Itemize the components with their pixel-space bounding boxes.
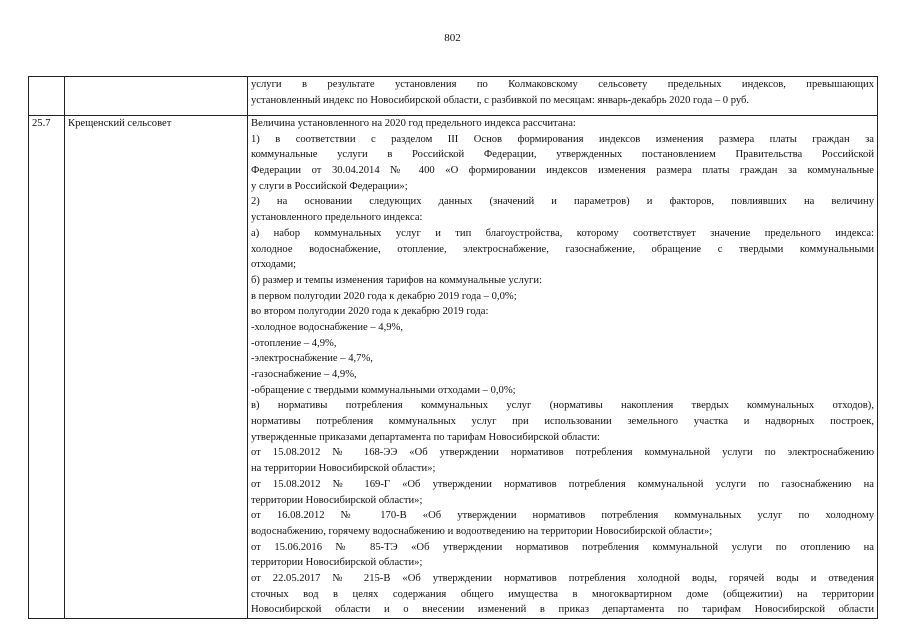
text-line: -электроснабжение – 4,7%,: [251, 353, 373, 365]
text-line: Федерации от 30.04.2014 № 400 «О формировании индексов изменения размера платы граждан за коммунальные: [251, 165, 874, 177]
table-row: [29, 116, 878, 619]
text-line: утвержденные приказами департамента по тарифам Новосибирской области:: [251, 431, 600, 443]
text-line: территории Новосибирской области»;: [251, 557, 423, 569]
municipality-name-cell: Крещенский сельсовет: [65, 116, 248, 619]
description-text: [251, 116, 874, 618]
text-line: от 16.08.2012 № 170-В «Об утверждении нормативов потребления коммунальных услуг по холодному: [251, 510, 874, 522]
text-line: у слуги в Российской Федерации»;: [251, 180, 408, 192]
text-line: от 15.08.2012 № 169-Г «Об утверждении нормативов потребления коммунальной услуги по газоснабжению на: [251, 478, 874, 490]
page-number: 802: [444, 32, 461, 44]
text-line: б) размер и темпы изменения тарифов на коммунальные услуги:: [251, 274, 543, 286]
text-line: -обращение с твердыми коммунальными отходами – 0,0%;: [251, 384, 516, 396]
text-line: 1) в соответствии с разделом III Основ формирования индексов изменения размера платы граждан за: [251, 133, 874, 145]
text-line: услуги в результате установления по Колмаковскому сельсовету предельных индексов, превышающих: [251, 79, 874, 90]
description-cell: [248, 116, 878, 619]
text-line: от 15.08.2012 № 168-ЭЭ «Об утверждении нормативов потребления коммунальной услуги по электроснабжению: [251, 447, 874, 459]
text-line: территории Новосибирской области»;: [251, 494, 423, 506]
text-line: нормативы потребления коммунальных услуг при использовании земельного участка и надворных построек,: [251, 416, 874, 428]
text-line: сточных вод в целях содержания общего имущества в многоквартирном доме (общежитии) на территории: [251, 588, 874, 600]
text-line: во втором полугодии 2020 года к декабрю 2019 года:: [251, 306, 489, 318]
text-line: коммунальные услуги в Российской Федерации, утвержденных постановлением Правительства Российской: [251, 149, 874, 161]
text-line: установленного предельного индекса:: [251, 212, 423, 224]
table-row: [29, 77, 878, 116]
text-line: водоснабжению, горячему водоснабжению и водоотведению на территории Новосибирской области»;: [251, 525, 713, 537]
text-line: а) набор коммунальных услуг и тип благоустройства, которому соответствует значение предельного индекса:: [251, 227, 874, 239]
document-table: [28, 76, 878, 619]
text-line: в первом полугодии 2020 года к декабрю 2019 года – 0,0%;: [251, 290, 517, 302]
text-line: от 22.05.2017 № 215-В «Об утверждении нормативов потребления холодной воды, горячей воды и отведения: [251, 572, 874, 584]
description-text: [251, 77, 874, 115]
text-line: в) нормативы потребления коммунальных услуг (нормативы накопления твердых коммунальных отходов),: [251, 400, 874, 412]
row-number-cell: [29, 77, 65, 116]
text-line: Величина установленного на 2020 год предельного индекса рассчитана:: [251, 118, 576, 129]
text-line: отходами;: [251, 259, 297, 271]
text-line: -отопление – 4,9%,: [251, 337, 337, 349]
text-line: на территории Новосибирской области»;: [251, 463, 436, 475]
municipality-name-cell: [65, 77, 248, 116]
text-line: -холодное водоснабжение – 4,9%,: [251, 321, 403, 333]
text-line: от 15.06.2016 № 85-ТЭ «Об утверждении нормативов потребления коммунальной услуги по отоплению на: [251, 541, 874, 553]
text-line: -газоснабжение – 4,9%,: [251, 369, 357, 380]
text-line: установленный индекс по Новосибирской области, с разбивкой по месяцам: январь-декабрь 2020 года – 0 руб.: [251, 94, 750, 106]
text-line: Новосибирской области и о внесении изменений в приказ департамента по тарифам Новосибирской области: [251, 604, 874, 616]
text-line: 2) на основании следующих данных (значений и параметров) и факторов, повлиявших на величину: [251, 196, 874, 208]
row-number-cell: 25.7: [29, 116, 65, 619]
description-cell: [248, 77, 878, 116]
text-line: холодное водоснабжение, отопление, электроснабжение, газоснабжение, обращение с твердыми коммунальными: [251, 243, 874, 255]
